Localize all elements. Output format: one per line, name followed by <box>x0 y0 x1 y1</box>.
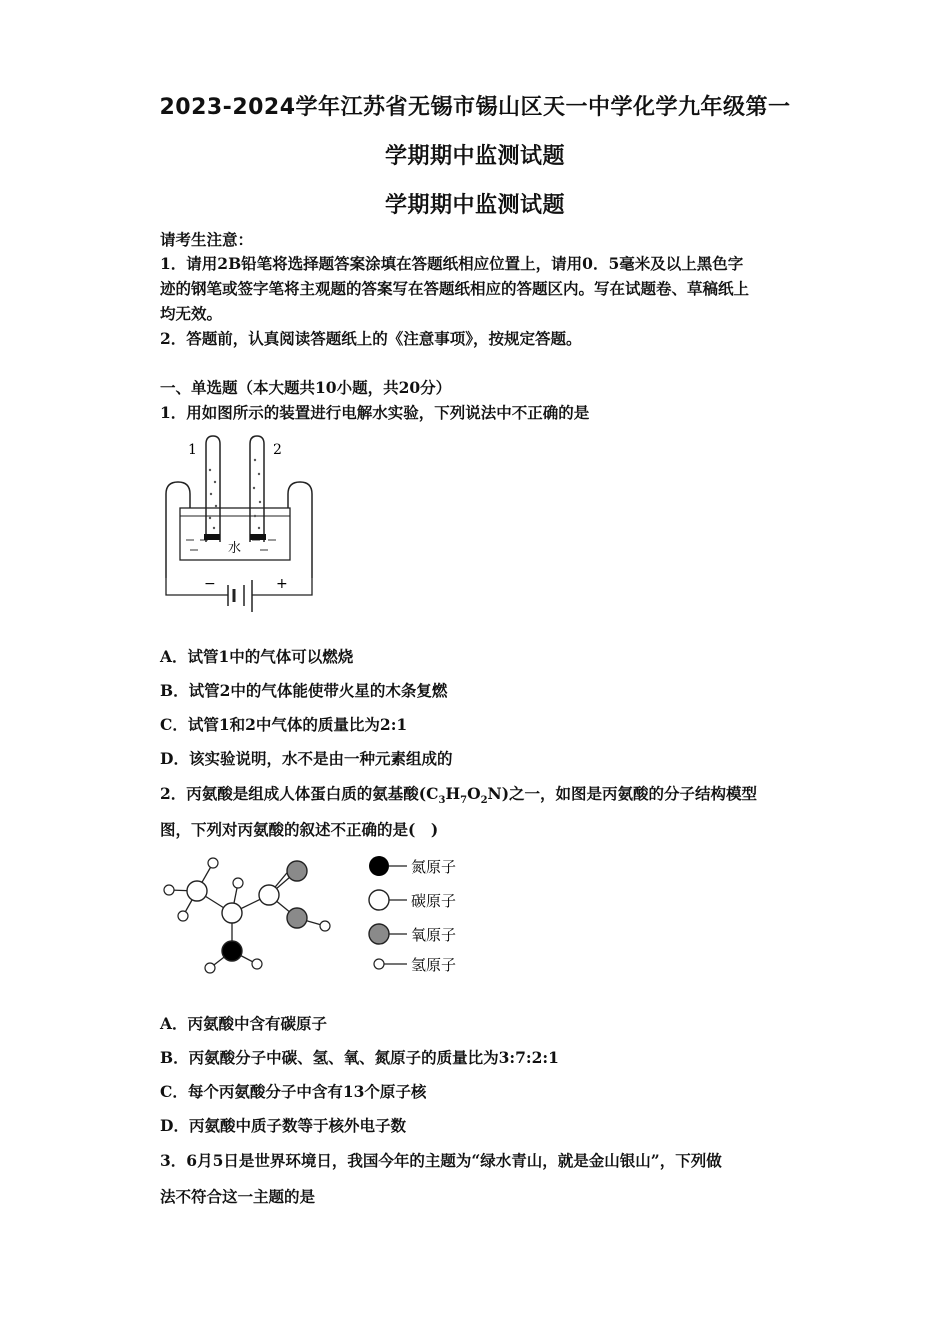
notice-item1-line1: 1．请用2B铅笔将选择题答案涂填在答题纸相应位置上，请用0．5毫米及以上黑色字 <box>160 254 744 273</box>
legend-carbon-swatch <box>369 890 389 910</box>
water-label: 水 <box>228 541 242 556</box>
carbon-atom <box>187 881 207 901</box>
question-1-stem: 1．用如图所示的装置进行电解水实验，下列说法中不正确的是 <box>160 403 590 422</box>
q2-option-d: D．丙氨酸中质子数等于核外电子数 <box>160 1116 406 1135</box>
oxygen-atom <box>287 908 307 928</box>
q1-option-b: B．试管2中的气体能使带火星的木条复燃 <box>160 681 448 700</box>
notice-item1-line2: 迹的钢笔或签字笔将主观题的答案写在答题纸相应的答题区内。写在试题卷、草稿纸上 <box>160 279 750 298</box>
q2-option-a: A．丙氨酸中含有碳原子 <box>160 1014 328 1033</box>
carbon-atom <box>222 903 242 923</box>
hydrogen-atom <box>208 858 218 868</box>
question-3-stem-line1: 3．6月5日是世界环境日，我国今年的主题为“绿水青山，就是金山银山”，下列做 <box>160 1151 722 1170</box>
test-tube-1 <box>206 436 220 542</box>
nitrogen-atom <box>222 941 242 961</box>
hydrogen-atom <box>320 921 330 931</box>
legend-hydrogen-swatch <box>374 959 384 969</box>
q1-option-a: A．试管1中的气体可以燃烧 <box>160 647 354 666</box>
test-tube-2 <box>250 436 264 542</box>
alanine-molecule-figure <box>155 850 475 980</box>
positive-label: + <box>276 576 288 592</box>
notice-item2: 2．答题前，认真阅读答题纸上的《注意事项》，按规定答题。 <box>160 329 582 348</box>
trough-left-wall <box>166 482 190 578</box>
hydrogen-atom <box>205 963 215 973</box>
electrode-2 <box>250 534 266 540</box>
q1-option-c: C．试管1和2中气体的质量比为2:1 <box>160 715 408 734</box>
wire-left <box>166 578 228 595</box>
section-heading: 一、单选题（本大题共10小题，共20分） <box>160 378 452 397</box>
page-title: 2023-2024学年江苏省无锡市锡山区天一中学化学九年级第一 <box>159 95 791 120</box>
gas-bubbles <box>209 459 261 529</box>
legend-oxygen-label: 氧原子 <box>411 926 457 944</box>
legend-carbon-label: 碳原子 <box>411 892 457 910</box>
hydrogen-atom <box>252 959 262 969</box>
q2-option-c: C．每个丙氨酸分子中含有13个原子核 <box>160 1082 427 1101</box>
electrode-1 <box>204 534 220 540</box>
page-subtitle-repeat: 学期期中监测试题 <box>384 193 565 218</box>
tube-1-label: 1 <box>188 442 197 458</box>
hydrogen-atom <box>164 885 174 895</box>
carbon-atom <box>259 885 279 905</box>
notice-heading: 请考生注意： <box>160 230 254 249</box>
q1-option-d: D．该实验说明，水不是由一种元素组成的 <box>160 749 453 768</box>
legend-nitrogen-swatch <box>369 856 389 876</box>
oxygen-atom <box>287 861 307 881</box>
trough-right-wall <box>288 482 312 578</box>
hydrogen-atom <box>178 911 188 921</box>
q2-option-b: B．丙氨酸分子中碳、氢、氧、氮原子的质量比为3:7:2:1 <box>160 1048 559 1067</box>
negative-label: − <box>204 576 216 592</box>
question-2-stem-line2: 图，下列对丙氨酸的叙述不正确的是( ) <box>160 820 439 839</box>
hydrogen-atom <box>233 878 243 888</box>
legend-hydrogen-label: 氢原子 <box>411 956 457 974</box>
tube-2-label: 2 <box>273 442 282 458</box>
legend-oxygen-swatch <box>369 924 389 944</box>
question-2-stem-line1: 2．丙氨酸是组成人体蛋白质的氨基酸$(C_3H_7O_2N)$之一，如图是丙氨酸的分子结构模型 <box>160 784 758 807</box>
notice-item1-line3: 均无效。 <box>160 304 223 323</box>
electrolysis-apparatus-figure <box>160 430 320 615</box>
question-3-stem-line2: 法不符合这一主题的是 <box>160 1187 316 1206</box>
legend-nitrogen-label: 氮原子 <box>411 858 457 876</box>
page-subtitle: 学期期中监测试题 <box>384 144 565 169</box>
